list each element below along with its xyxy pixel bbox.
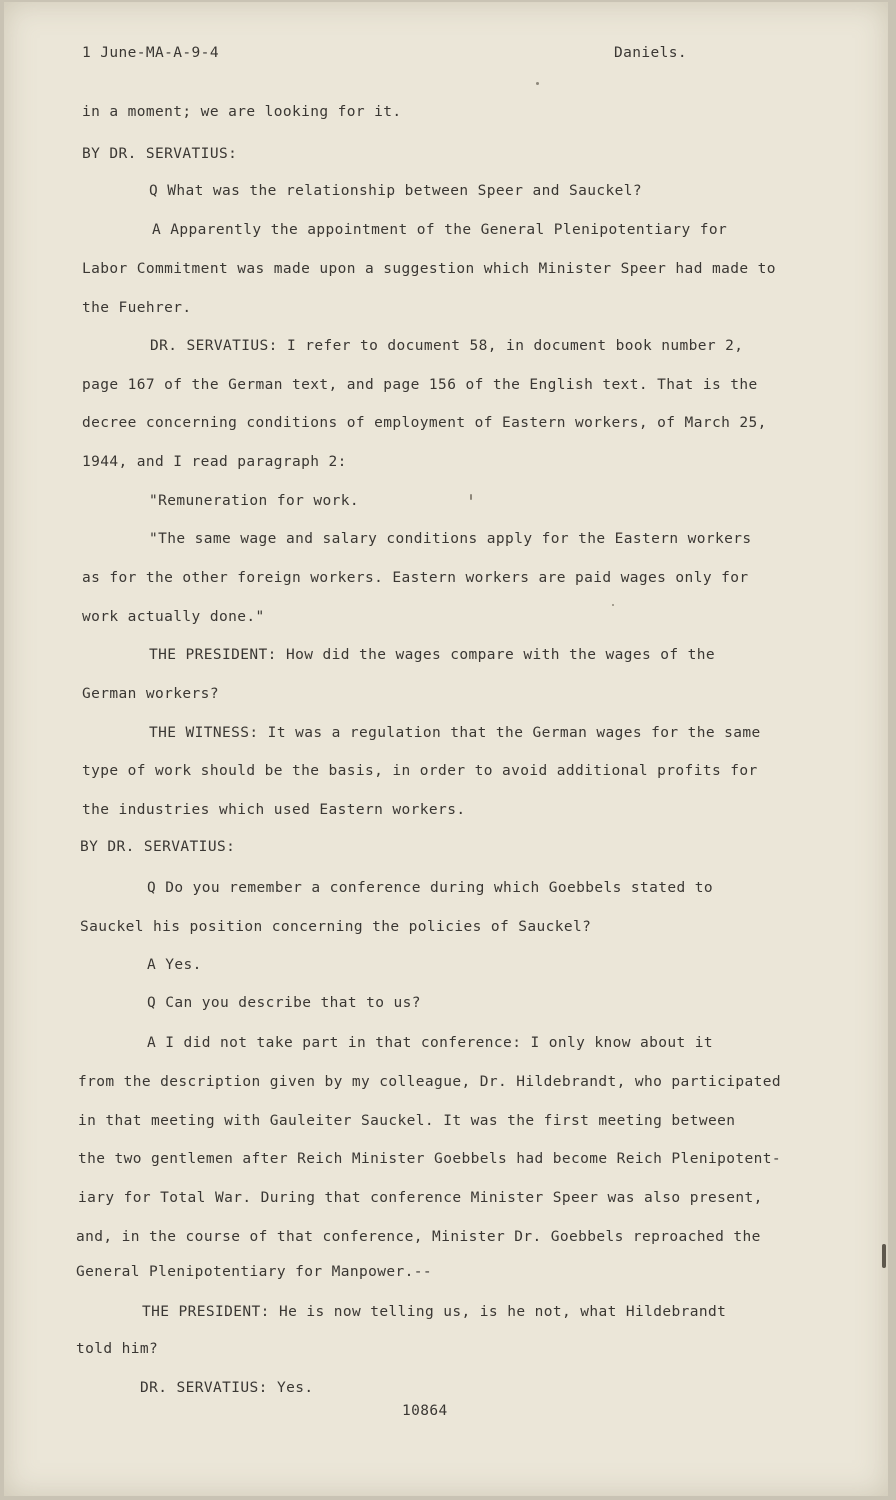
paper-speck	[470, 494, 472, 500]
text-line: THE WITNESS: It was a regulation that the German wages for the same	[149, 725, 761, 741]
page-number: 10864	[402, 1403, 448, 1419]
text-line: decree concerning conditions of employment of Eastern workers, of March 25,	[82, 415, 767, 431]
paper-speck	[612, 604, 614, 606]
text-line: Q Do you remember a conference during which Goebbels stated to	[147, 880, 714, 896]
text-line: BY DR. SERVATIUS:	[80, 839, 236, 855]
text-line: the industries which used Eastern workers.	[82, 802, 466, 818]
text-line: the Fuehrer.	[82, 300, 192, 316]
header-left: 1 June-MA-A-9-4	[82, 45, 219, 61]
text-line: and, in the course of that conference, Minister Dr. Goebbels reproached the	[76, 1229, 761, 1245]
text-line: THE PRESIDENT: He is now telling us, is he not, what Hildebrandt	[142, 1304, 727, 1320]
text-line: "Remuneration for work.	[149, 493, 359, 509]
text-line: THE PRESIDENT: How did the wages compare with the wages of the	[149, 647, 716, 663]
text-line: Q Can you describe that to us?	[147, 995, 421, 1011]
text-line: from the description given by my colleague, Dr. Hildebrandt, who participated	[78, 1074, 781, 1090]
text-line: told him?	[76, 1341, 159, 1357]
header-right: Daniels.	[614, 45, 688, 61]
text-line: in a moment; we are looking for it.	[82, 104, 402, 120]
paper-speck	[882, 1244, 886, 1268]
document-page	[4, 2, 888, 1496]
text-line: 1944, and I read paragraph 2:	[82, 454, 347, 470]
text-line: Q What was the relationship between Speer and Sauckel?	[149, 183, 643, 199]
text-line: as for the other foreign workers. Eastern workers are paid wages only for	[82, 570, 749, 586]
text-line: work actually done."	[82, 609, 265, 625]
text-line: German workers?	[82, 686, 219, 702]
text-line: page 167 of the German text, and page 156 of the English text. That is the	[82, 377, 758, 393]
text-line: A I did not take part in that conference: I only know about it	[147, 1035, 714, 1051]
text-line: BY DR. SERVATIUS:	[82, 146, 238, 162]
text-line: "The same wage and salary conditions apply for the Eastern workers	[149, 531, 752, 547]
text-line: DR. SERVATIUS: I refer to document 58, in document book number 2,	[150, 338, 744, 354]
text-line: type of work should be the basis, in order to avoid additional profits for	[82, 763, 758, 779]
text-line: DR. SERVATIUS: Yes.	[140, 1380, 314, 1396]
text-line: A Apparently the appointment of the General Plenipotentiary for	[152, 222, 728, 238]
text-line: Labor Commitment was made upon a suggestion which Minister Speer had made to	[82, 261, 776, 277]
paper-speck	[536, 82, 539, 85]
text-line: Sauckel his position concerning the policies of Sauckel?	[80, 919, 592, 935]
text-line: in that meeting with Gauleiter Sauckel. It was the first meeting between	[78, 1113, 736, 1129]
text-line: the two gentlemen after Reich Minister Goebbels had become Reich Plenipotent-	[78, 1151, 781, 1167]
text-line: iary for Total War. During that conference Minister Speer was also present,	[78, 1190, 763, 1206]
text-line: A Yes.	[147, 957, 202, 973]
text-line: General Plenipotentiary for Manpower.--	[76, 1264, 433, 1280]
